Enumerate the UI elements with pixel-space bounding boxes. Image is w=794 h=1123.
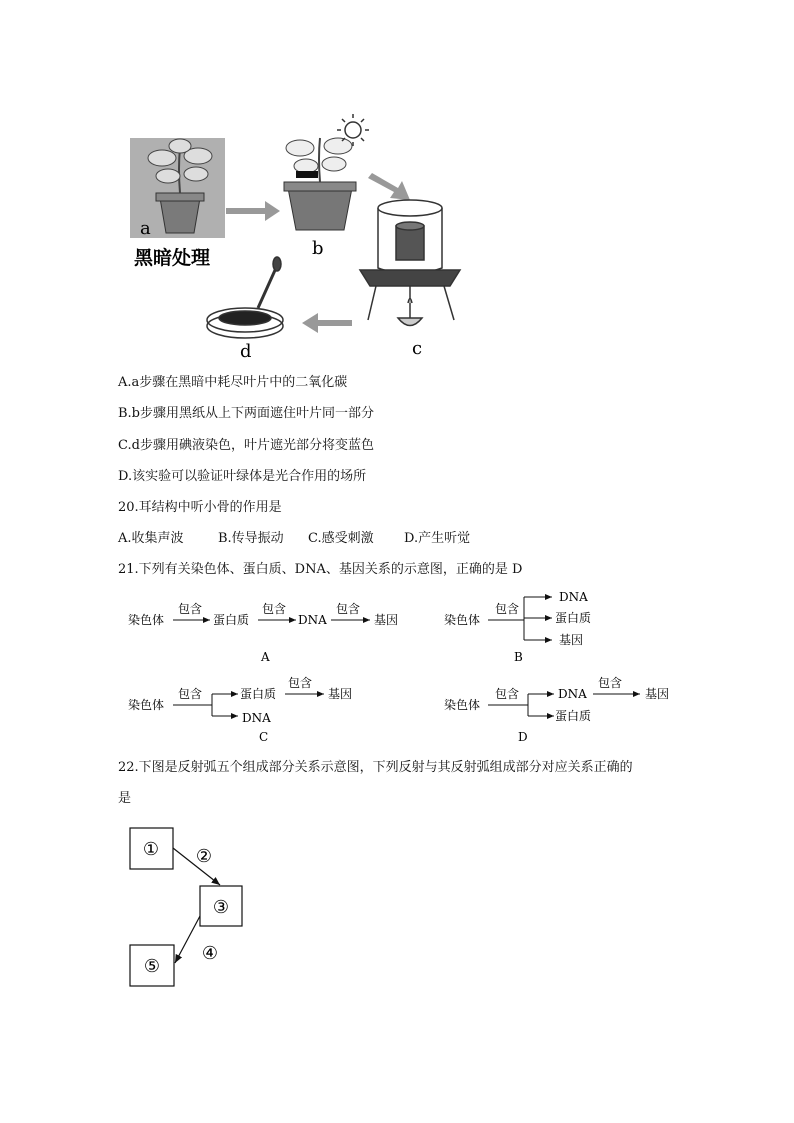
arrow-3-5 bbox=[175, 916, 200, 963]
svg-text:蛋白质: 蛋白质 bbox=[213, 613, 250, 627]
q20-stem: 20.耳结构中听小骨的作用是 bbox=[118, 500, 282, 515]
svg-text:包含: 包含 bbox=[495, 602, 520, 616]
label-b: b bbox=[312, 238, 324, 259]
experiment-figure-svg bbox=[120, 108, 480, 363]
svg-text:DNA: DNA bbox=[558, 687, 587, 701]
q19-option-b: B.b步骤用黑纸从上下两面遮住叶片同一部分 bbox=[118, 406, 375, 421]
q21-stem: 21.下列有关染色体、蛋白质、DNA、基因关系的示意图，正确的是 D bbox=[118, 562, 523, 577]
q19-option-d: D.该实验可以验证叶绿体是光合作用的场所 bbox=[118, 469, 367, 484]
svg-text:染色体: 染色体 bbox=[444, 698, 481, 712]
step-c-water-bath bbox=[360, 200, 460, 326]
svg-text:蛋白质: 蛋白质 bbox=[240, 687, 277, 701]
svg-text:DNA: DNA bbox=[242, 711, 271, 725]
node-2-label: ② bbox=[195, 846, 213, 867]
svg-text:基因: 基因 bbox=[645, 687, 670, 701]
svg-text:包含: 包含 bbox=[336, 602, 361, 616]
caption-dark-treatment: 黑暗处理 bbox=[134, 247, 211, 269]
label-c: c bbox=[412, 338, 423, 359]
q21-diagram-c bbox=[128, 676, 352, 744]
svg-text:基因: 基因 bbox=[328, 687, 353, 701]
svg-text:A: A bbox=[261, 650, 270, 664]
q20-option-d: D.产生听觉 bbox=[404, 531, 471, 546]
arrow-c-d bbox=[302, 313, 352, 333]
q22-stem-line2: 是 bbox=[118, 791, 132, 806]
svg-text:包含: 包含 bbox=[598, 676, 623, 690]
q21-diagram-d bbox=[444, 676, 669, 744]
svg-text:包含: 包含 bbox=[495, 687, 520, 701]
arrow-b-c bbox=[368, 173, 410, 200]
node-1-label: ① bbox=[142, 839, 160, 860]
svg-text:基因: 基因 bbox=[374, 613, 399, 627]
svg-text:DNA: DNA bbox=[559, 590, 588, 604]
q21-diagrams bbox=[118, 585, 698, 750]
q22-stem-line1: 22.下图是反射弧五个组成部分关系示意图，下列反射与其反射弧组成部分对应关系正确的 bbox=[118, 760, 633, 775]
step-b-plant bbox=[284, 138, 356, 230]
label-d: d bbox=[240, 341, 252, 362]
node-5-label: ⑤ bbox=[143, 956, 161, 977]
svg-text:B: B bbox=[514, 650, 523, 664]
svg-text:包含: 包含 bbox=[288, 676, 313, 690]
step-d-iodine-staining bbox=[207, 257, 283, 338]
svg-text:包含: 包含 bbox=[262, 602, 287, 616]
q20-option-c: C.感受刺激 bbox=[308, 531, 374, 546]
black-paper bbox=[296, 171, 318, 178]
svg-text:C: C bbox=[259, 730, 269, 744]
svg-text:染色体: 染色体 bbox=[444, 613, 481, 627]
q19-option-a: A.a步骤在黑暗中耗尽叶片中的二氧化碳 bbox=[118, 375, 348, 390]
svg-text:蛋白质: 蛋白质 bbox=[555, 611, 592, 625]
svg-text:D: D bbox=[518, 730, 528, 744]
experiment-figure bbox=[120, 108, 480, 363]
q21-diagram-b bbox=[444, 590, 591, 664]
label-a: a bbox=[140, 218, 151, 239]
q19-option-c: C.d步骤用碘液染色，叶片遮光部分将变蓝色 bbox=[118, 438, 374, 453]
q20-option-a: A.收集声波 bbox=[118, 531, 184, 546]
svg-text:包含: 包含 bbox=[178, 687, 203, 701]
arrow-a-b bbox=[226, 201, 280, 221]
q21-diagram-a bbox=[128, 602, 398, 664]
svg-text:DNA: DNA bbox=[298, 613, 327, 627]
svg-text:基因: 基因 bbox=[559, 633, 584, 647]
node-3-label: ③ bbox=[212, 897, 230, 918]
svg-text:蛋白质: 蛋白质 bbox=[555, 709, 592, 723]
svg-text:包含: 包含 bbox=[178, 602, 203, 616]
svg-text:染色体: 染色体 bbox=[128, 613, 165, 627]
svg-text:染色体: 染色体 bbox=[128, 698, 165, 712]
q22-reflex-arc-diagram bbox=[120, 820, 280, 995]
node-4-label: ④ bbox=[201, 943, 219, 964]
q20-option-b: B.传导振动 bbox=[218, 531, 284, 546]
